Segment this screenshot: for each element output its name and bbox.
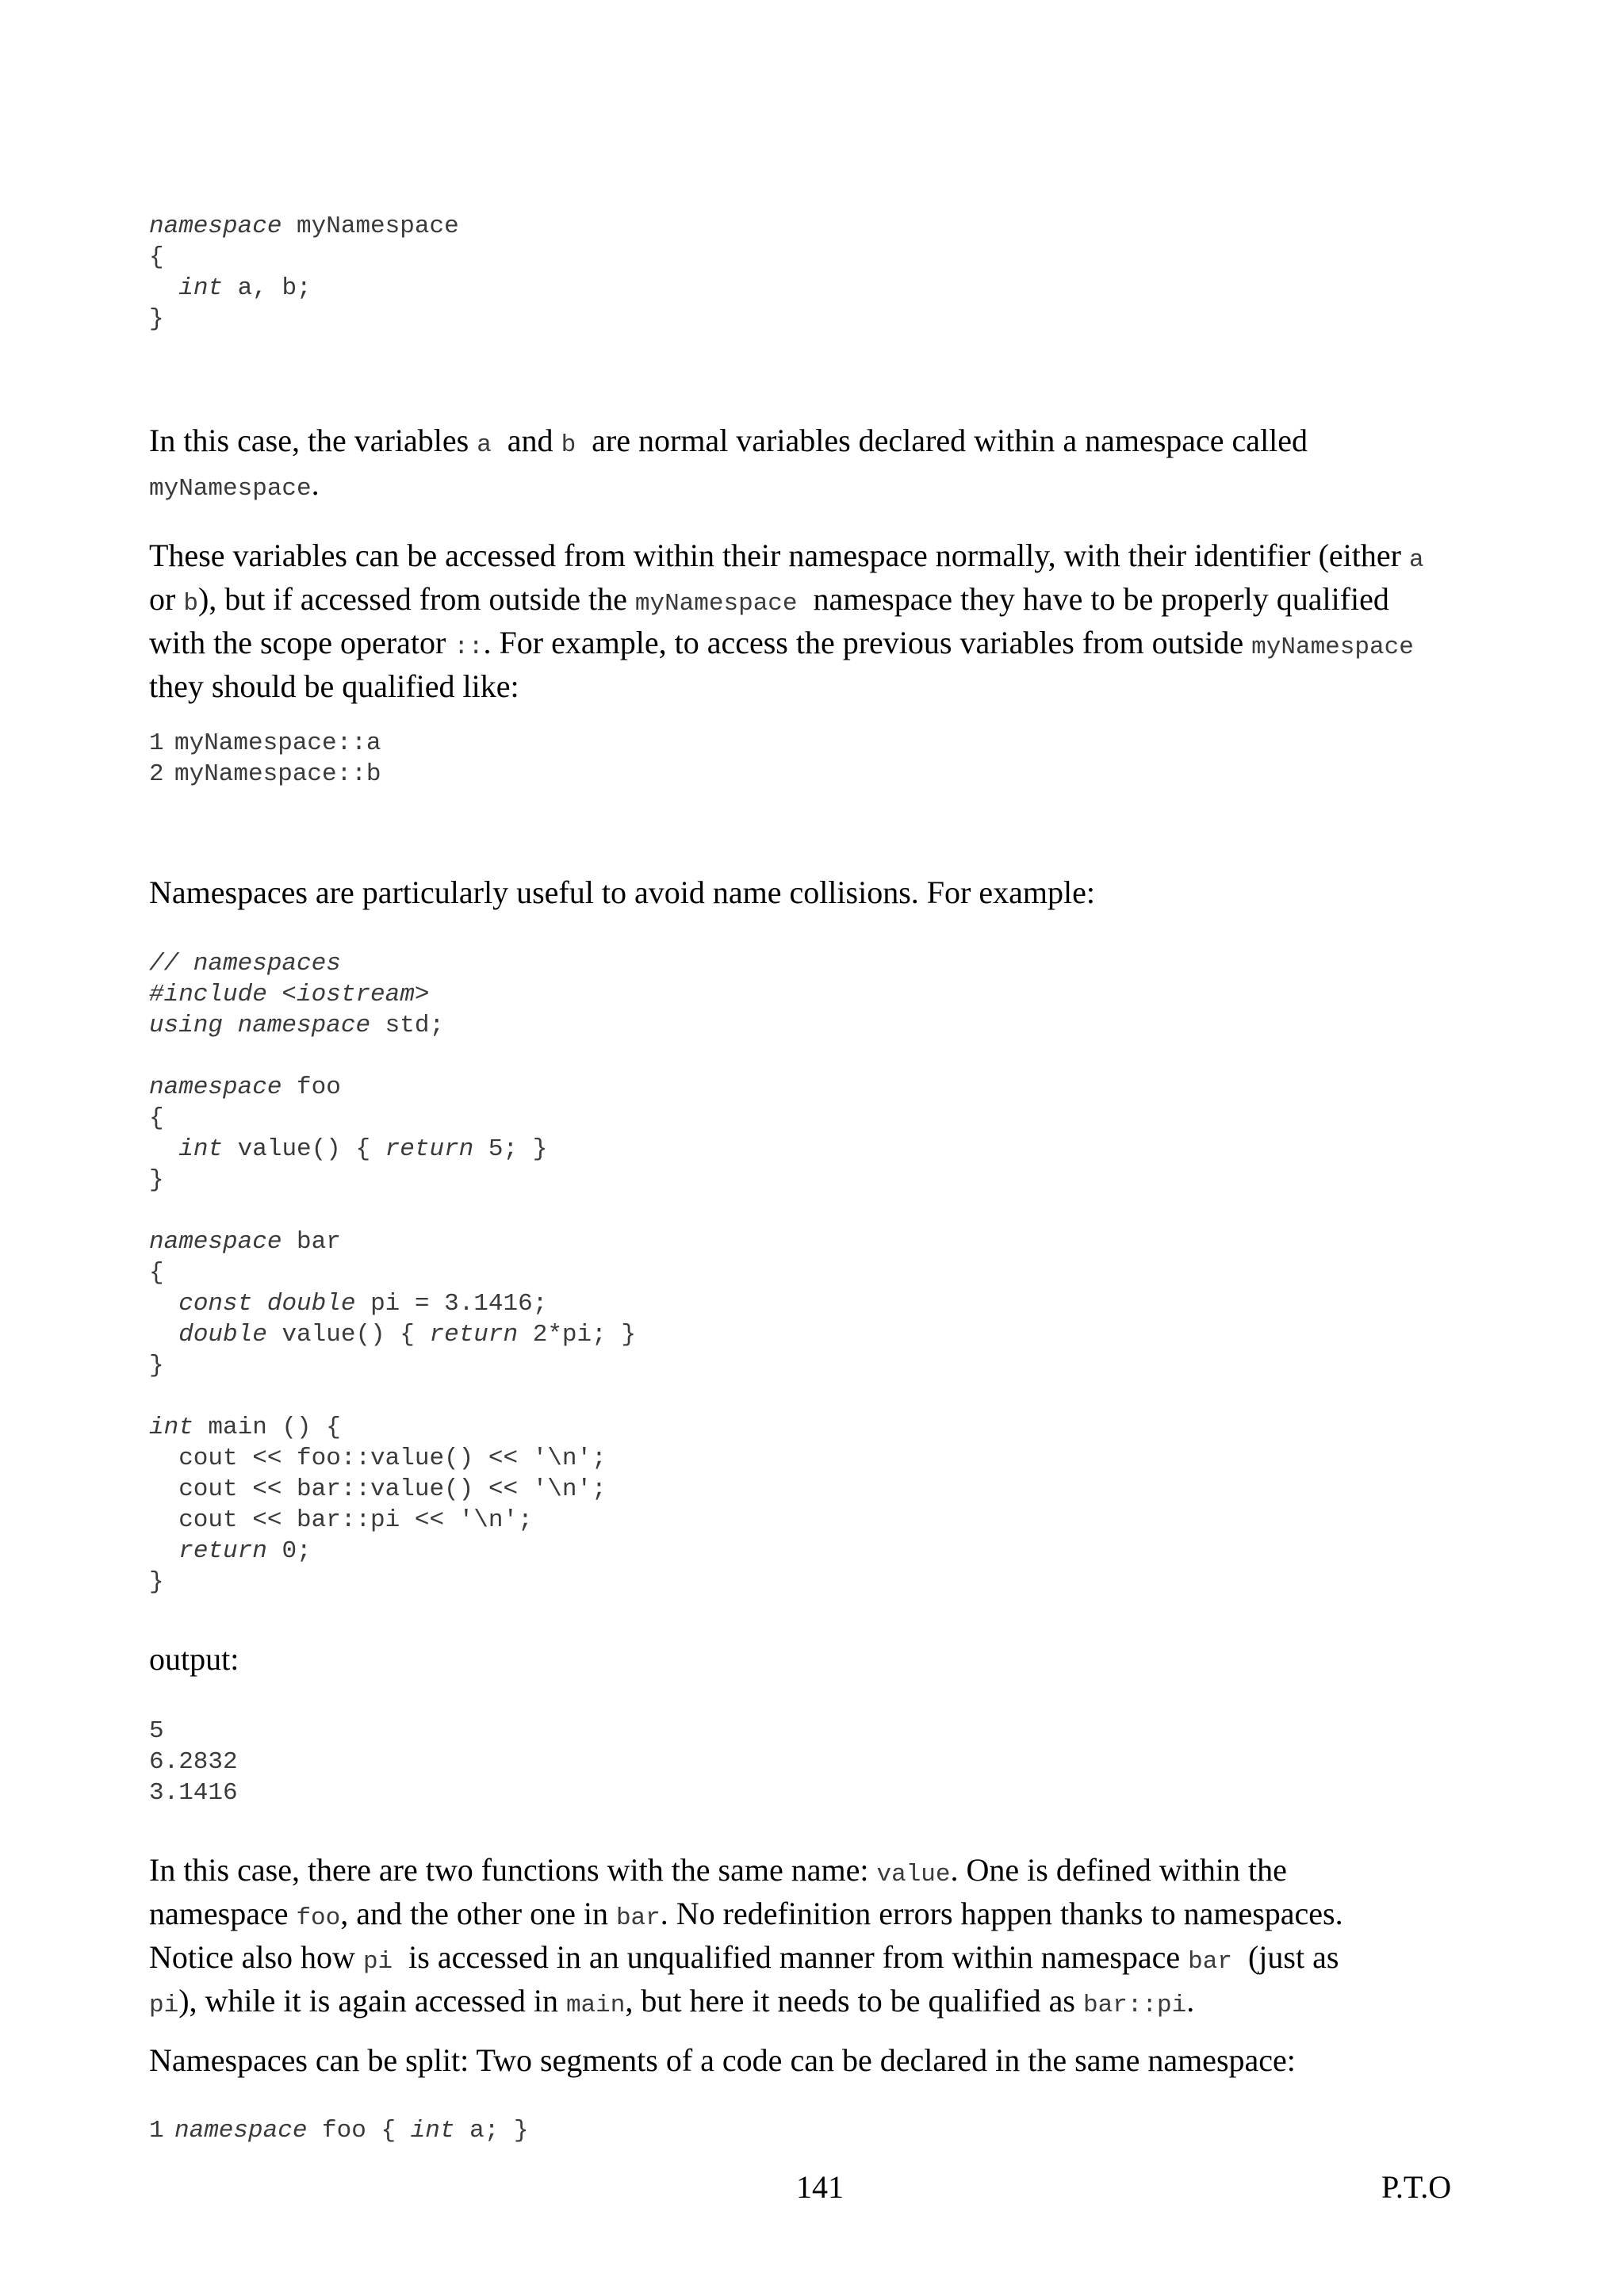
please-turn-over-note: P.T.O (1381, 2169, 1452, 2205)
code-block-qualified-names: 1 myNamespace::a 2 myNamespace::b (149, 729, 381, 788)
page-number: 141 (796, 2169, 844, 2205)
paragraph-functions-same-name: In this case, there are two functions with the same name: value. One is defined within the namespace foo, and the other one in bar. No redefinition errors happen thanks to namespaces. Notice also how pi is accessed in an unqualified manner from within namespace bar (just as pi), while it is again accessed in main, but here it needs to be qualified as bar::pi. (149, 1852, 1343, 2019)
paragraph-scope-operator: These variables can be accessed from within their namespace normally, with their identifier (either a or b), but if accessed from outside the myNamespace namespace they have to be properly qualified with the scope operator ::. For example, to access the previous variables from outside myNamespace they should be qualified like: (149, 538, 1424, 704)
code-block-namespace-declaration: namespace myNamespace { int a, b; } (149, 212, 459, 333)
code-block-split-namespace: 1 namespace foo { int a; } (149, 2117, 529, 2145)
paragraph-variables-in-namespace: In this case, the variables a and b are normal variables declared within a namespace called myNamespace. (149, 423, 1308, 503)
paragraph-name-collisions: Namespaces are particularly useful to avoid name collisions. For example: (149, 874, 1095, 910)
paragraph-output-label: output: (149, 1641, 239, 1677)
code-block-namespaces-example: // namespaces #include <iostream> using namespace std; namespace foo { int value() { return 5; } } namespace bar { const double pi = 3.1416; double value() { return 2*pi; } } int main () { cout << foo::value() << '\n'; cout << bar::value() << '\n'; cout << bar::pi << '\n'; return 0; } (149, 950, 636, 1596)
paragraph-namespaces-split: Namespaces can be split: Two segments of a code can be declared in the same namespace: (149, 2042, 1296, 2078)
code-block-program-output: 5 6.2832 3.1416 (149, 1717, 238, 1807)
